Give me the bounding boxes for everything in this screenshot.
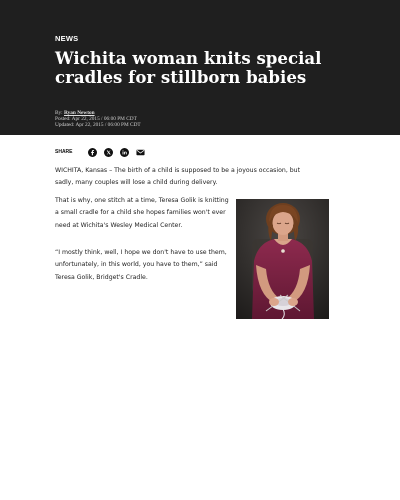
posted-timestamp: Posted: Apr 22, 2015 / 06:00 PM CDT [55,116,137,122]
page-title: Wichita woman knits special cradles for stillborn babies [55,48,322,87]
article-photo [236,199,329,319]
section-label[interactable]: NEWS [55,34,79,43]
share-label: SHARE [55,149,73,155]
byline-prefix: By: [55,110,63,116]
article-paragraph: “I mostly think, well, I hope we don't have to use them, unfortunately, in this world, you have to them,” said Teresa Golik, Bridget's Cradle. [55,249,227,281]
email-icon[interactable] [136,148,145,157]
woman-knitting-photo [236,199,329,319]
x-twitter-icon[interactable] [104,148,113,157]
linkedin-icon[interactable] [120,148,129,157]
byline [55,110,141,128]
article-header [0,0,400,135]
article-paragraph: WICHITA, Kansas – The birth of a child is supposed to be a joyous occasion, but sadly, many couples will lose a child during delivery. [55,167,301,187]
facebook-icon[interactable] [88,148,97,157]
updated-timestamp: Updated: Apr 22, 2015 / 06:00 PM CDT [55,122,141,128]
article-paragraph: That is why, one stitch at a time, Teresa Golik is knitting a small cradle for a child she hopes families won't ever need at Wichita's Wesley Medical Center. [55,197,229,229]
author-link[interactable]: Ryan Newton [63,110,95,116]
share-bar [55,145,152,159]
